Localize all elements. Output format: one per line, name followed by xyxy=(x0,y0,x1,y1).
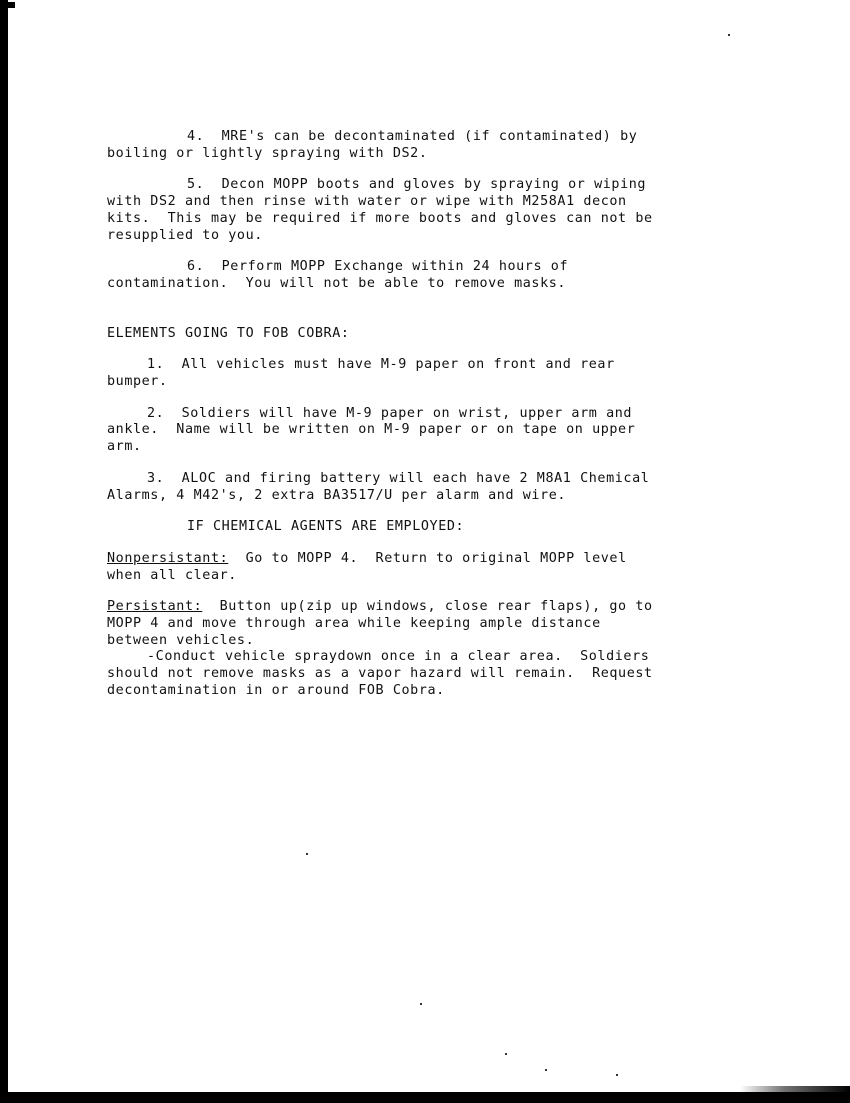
item-2 xyxy=(107,406,767,456)
paragraph-6 xyxy=(107,259,767,292)
scan-speck xyxy=(505,1053,507,1055)
section-heading: ELEMENTS GOING TO FOB COBRA: xyxy=(107,325,350,341)
chemical-agents-heading: IF CHEMICAL AGENTS ARE EMPLOYED: xyxy=(187,519,465,535)
scan-speck xyxy=(545,1069,547,1071)
persistant-sub-continuation: should not remove masks as a vapor hazard will remain. Request decontamination in or around FOB Cobra. xyxy=(107,666,653,698)
item-2-continuation: ankle. Name will be written on M-9 paper or on tape on upper arm. xyxy=(107,422,636,455)
item-3-first-line: 3. ALOC and firing battery will each have 2 M8A1 Chemical xyxy=(147,470,650,486)
scan-border-bottom xyxy=(0,1092,850,1103)
scan-smear xyxy=(740,1086,850,1092)
persistant-sub-first-line: -Conduct vehicle spraydown once in a clear area. Soldiers xyxy=(147,649,650,665)
persistant-paragraph xyxy=(107,599,767,699)
item-1-continuation: bumper. xyxy=(107,374,168,390)
scan-speck xyxy=(306,853,308,855)
paragraph-4 xyxy=(107,129,767,162)
item-3-continuation: Alarms, 4 M42's, 2 extra BA3517/U per alarm and wire. xyxy=(107,487,567,503)
paragraph-4-continuation: boiling or lightly spraying with DS2. xyxy=(107,145,428,161)
document-body xyxy=(107,129,767,700)
nonpersistant-text: Go to MOPP 4. Return to original MOPP level when all clear. xyxy=(107,550,627,583)
scan-border-left xyxy=(0,0,8,1103)
paragraph-5-continuation: with DS2 and then rinse with water or wipe with M258A1 decon kits. This may be required if more boots and gloves can not be resupplied to you. xyxy=(107,194,653,243)
scan-speck xyxy=(728,34,730,36)
item-3 xyxy=(107,471,767,504)
scan-speck xyxy=(616,1074,618,1076)
paragraph-5 xyxy=(107,177,767,244)
paragraph-6-first-line: 6. Perform MOPP Exchange within 24 hours of xyxy=(187,259,569,275)
persistant-main xyxy=(107,599,767,649)
paragraph-4-first-line: 4. MRE's can be decontaminated (if contaminated) by xyxy=(187,129,638,144)
scan-speck xyxy=(420,1003,422,1005)
item-1-first-line: 1. All vehicles must have M-9 paper on front and rear xyxy=(147,357,615,373)
scan-border-notch xyxy=(8,2,15,8)
persistant-label: Persistant: xyxy=(107,599,203,615)
persistant-text: Button up(zip up windows, close rear flaps), go to MOPP 4 and move through area while keeping ample distance between vehicles. xyxy=(107,599,653,648)
item-1 xyxy=(107,357,767,390)
nonpersistant-paragraph xyxy=(107,551,767,584)
paragraph-6-continuation: contamination. You will not be able to remove masks. xyxy=(107,275,567,291)
nonpersistant-label: Nonpersistant: xyxy=(107,550,229,566)
item-2-first-line: 2. Soldiers will have M-9 paper on wrist, upper arm and xyxy=(147,405,633,421)
paragraph-5-first-line: 5. Decon MOPP boots and gloves by spraying or wiping xyxy=(187,177,647,193)
